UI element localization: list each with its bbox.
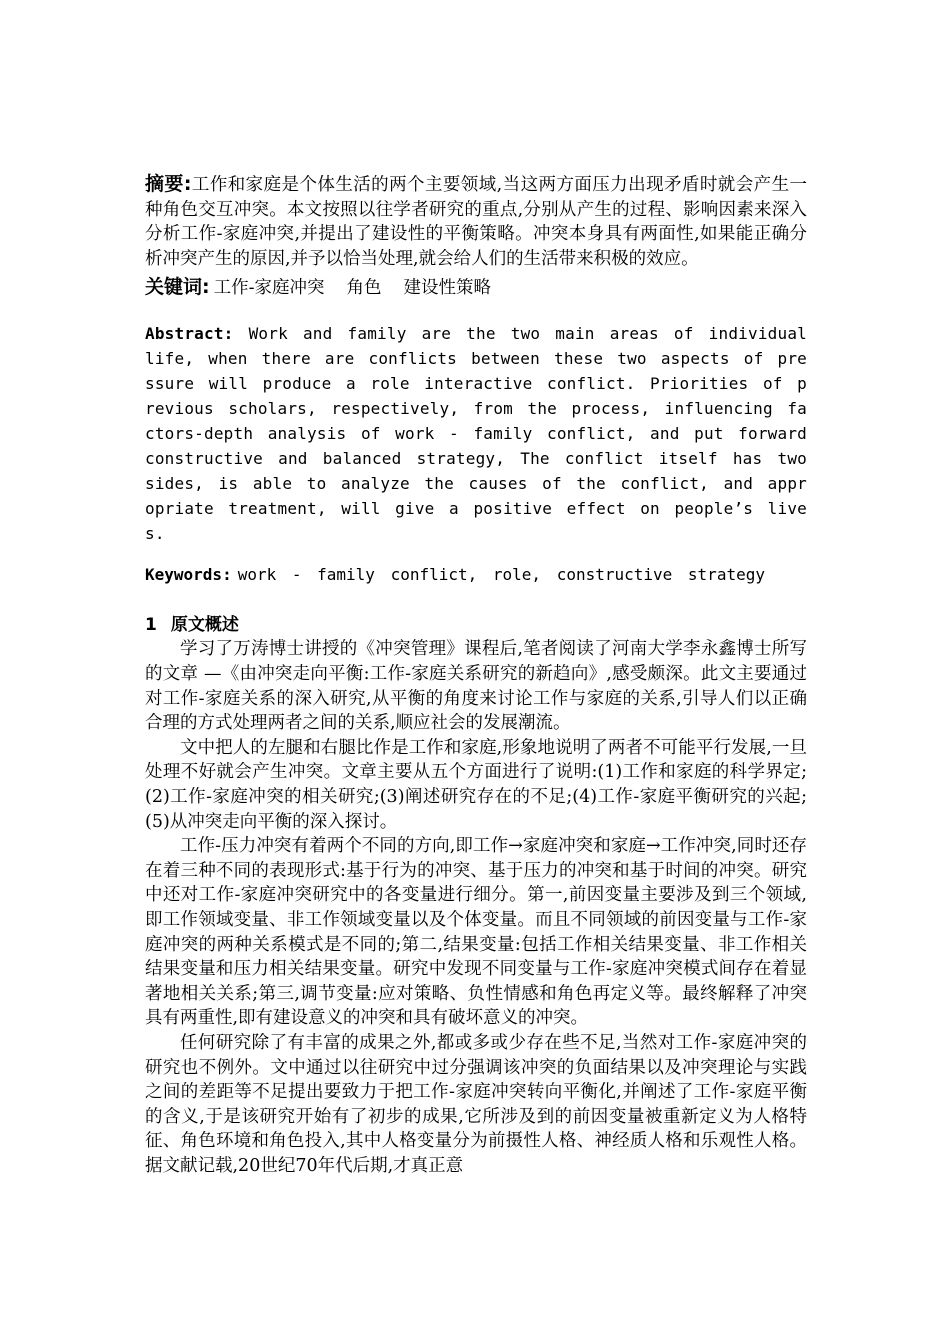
english-keywords-label: Keywords: [145, 564, 232, 584]
chinese-abstract [145, 172, 807, 271]
english-abstract-text: Work and family are the two main areas of individual life, when there are conflicts between these two aspects of pressure will produce a role interactive conflict. Priorities of previous scholars, respectively, from the process, influencing factors-depth analysis of work - family conflict, and put forward constructive and balanced strategy, The conflict itself has two sides, is able to analyze the causes of the conflict, and appropriate treatment, will give a positive effect on people’s lives. [145, 324, 807, 543]
body-paragraph: 学习了万涛博士讲授的《冲突管理》课程后,笔者阅读了河南大学李永鑫博士所写的文章 —《由冲突走向平衡:工作-家庭关系研究的新趋向》,感受颇深。此文主要通过对工作-家庭关系的深入研究,从平衡的角度来讨论工作与家庭的关系,引导人们以正确合理的方式处理两者之间的关系,顺应社会的发展潮流。 [145, 639, 807, 734]
chinese-abstract-label: 摘要: [145, 173, 192, 195]
chinese-keyword: 角色 [346, 278, 382, 299]
english-abstract-label: Abstract: [145, 324, 234, 344]
english-keywords [145, 563, 807, 588]
section-title: 原文概述 [170, 615, 239, 636]
section-heading [145, 613, 807, 637]
body-paragraph: 工作-压力冲突有着两个不同的方向,即工作→家庭冲突和家庭→工作冲突,同时还存在着三种不同的表现形式:基于行为的冲突、基于压力的冲突和基于时间的冲突。研究中还对工作-家庭冲突研究中的各变量进行细分。第一,前因变量主要涉及到三个领域,即工作领域变量、非工作领域变量以及个体变量。而且不同领域的前因变量与工作-家庭冲突的两种关系模式是不同的;第二,结果变量:包括工作相关结果变量、非工作相关结果变量和压力相关结果变量。研究中发现不同变量与工作-家庭冲突模式间存在着显著地相关关系;第三,调节变量:应对策略、负性情感和角色再定义等。最终解释了冲突具有两重性,即有建设意义的冲突和具有破坏意义的冲突。 [145, 836, 807, 1029]
chinese-keywords-label: 关键词: [145, 276, 210, 299]
chinese-keyword: 工作-家庭冲突 [213, 278, 325, 299]
english-keywords-text: work - family conflict, role, constructive strategy [237, 564, 765, 584]
chinese-keywords [145, 275, 807, 300]
chinese-abstract-text: 工作和家庭是个体生活的两个主要领域,当这两方面压力出现矛盾时就会产生一种角色交互冲突。本文按照以往学者研究的重点,分别从产生的过程、影响因素来深入分析工作-家庭冲突,并提出了建设性的平衡策略。冲突本身具有两面性,如果能正确分析冲突产生的原因,并予以恰当处理,就会给人们的生活带来积极的效应。 [145, 175, 808, 269]
chinese-keyword: 建设性策略 [403, 278, 492, 299]
body-paragraph: 文中把人的左腿和右腿比作是工作和家庭,形象地说明了两者不可能平行发展,一旦处理不好就会产生冲突。文章主要从五个方面进行了说明:(1)工作和家庭的科学界定;(2)工作-家庭冲突的相关研究;(3)阐述研究存在的不足;(4)工作-家庭平衡研究的兴起; (5)从冲突走向平衡的深入探讨。 [145, 737, 807, 832]
document-page [145, 172, 807, 1179]
body-paragraph: 任何研究除了有丰富的成果之外,都或多或少存在些不足,当然对工作-家庭冲突的研究也不例外。文中通过以往研究中过分强调该冲突的负面结果以及冲突理论与实践之间的差距等不足提出要致力于把工作-家庭冲突转向平衡化,并阐述了工作-家庭平衡的含义,于是该研究开始有了初步的成果,它所涉及到的前因变量被重新定义为人格特征、角色环境和角色投入,其中人格变量分为前摄性人格、神经质人格和乐观性人格。据文献记载,20世纪70年代后期,才真正意 [145, 1032, 807, 1176]
english-abstract [145, 322, 807, 546]
section-number: 1 [145, 615, 157, 636]
